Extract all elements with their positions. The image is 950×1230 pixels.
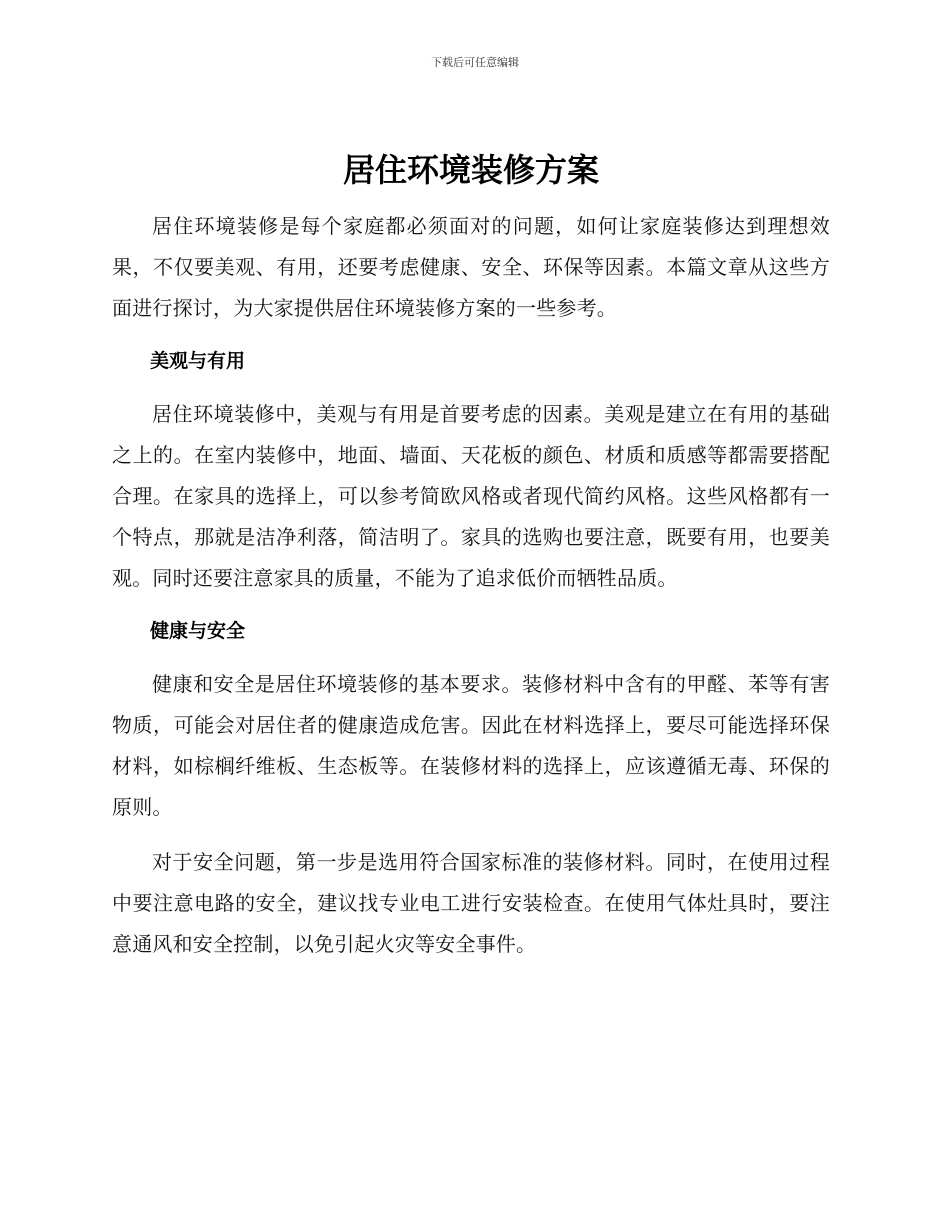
intro-paragraph: 居住环境装修是每个家庭都必须面对的问题，如何让家庭装修达到理想效果，不仅要美观、有用，还要考虑健康、安全、环保等因素。本篇文章从这些方面进行探讨，为大家提供居住环境装修方案的一些参考。 bbox=[112, 214, 830, 320]
document-body bbox=[112, 148, 830, 965]
section-heading-health-safety: 健康与安全 bbox=[150, 620, 246, 642]
section-paragraph: 健康和安全是居住环境装修的基本要求。装修材料中含有的甲醛、苯等有害物质，可能会对居住者的健康造成危害。因此在材料选择上，要尽可能选择环保材料，如棕榈纤维板、生态板等。在装修材料的选择上，应该遵循无毒、环保的原则。 bbox=[112, 672, 830, 819]
section-paragraph: 居住环境装修中，美观与有用是首要考虑的因素。美观是建立在有用的基础之上的。在室内装修中，地面、墙面、天花板的颜色、材质和质感等都需要搭配合理。在家具的选择上，可以参考简欧风格或者现代简约风格。这些风格都有一个特点，那就是洁净利落，简洁明了。家具的选购也要注意，既要有用，也要美观。同时还要注意家具的质量，不能为了追求低价而牺牲品质。 bbox=[112, 402, 830, 590]
header-note: 下载后可任意编辑 bbox=[431, 56, 519, 69]
document-title: 居住环境装修方案 bbox=[342, 151, 599, 189]
section-heading-aesthetics: 美观与有用 bbox=[150, 350, 246, 372]
section-paragraph: 对于安全问题，第一步是选用符合国家标准的装修材料。同时，在使用过程中要注意电路的安全，建议找专业电工进行安装检查。在使用气体灶具时，要注意通风和安全控制，以免引起火灾等安全事件。 bbox=[112, 850, 830, 956]
